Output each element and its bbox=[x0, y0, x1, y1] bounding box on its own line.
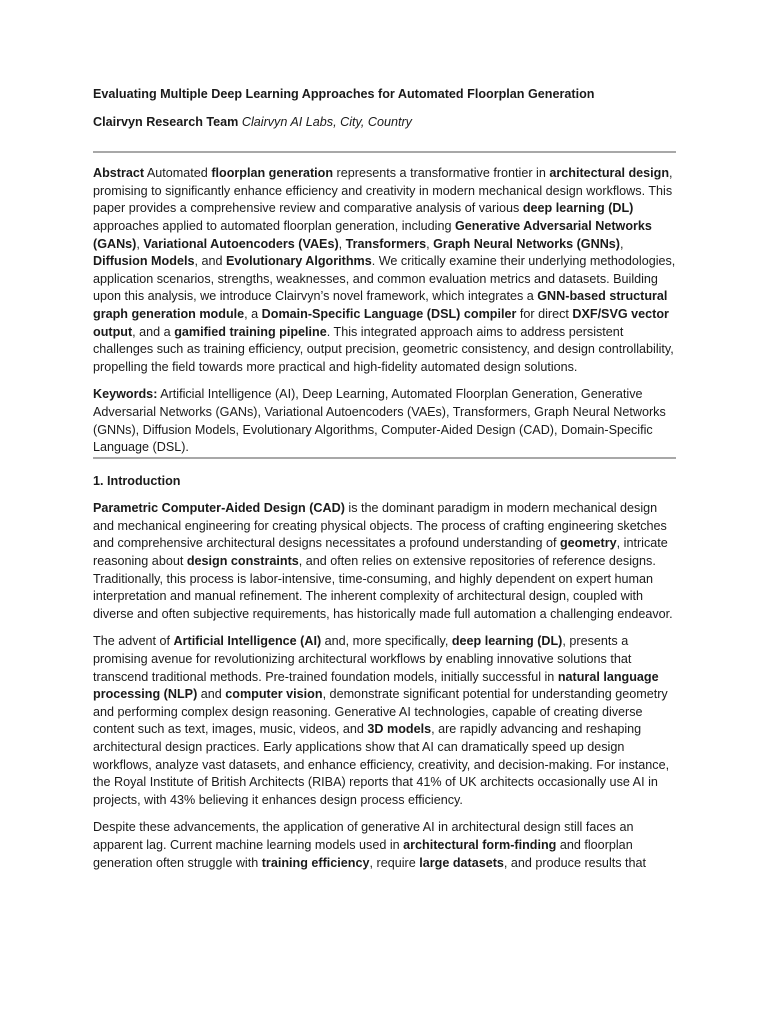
text-run: , a bbox=[244, 306, 262, 321]
bold-term: Diffusion Models bbox=[93, 254, 195, 269]
text-run: represents a transformative frontier in bbox=[333, 166, 550, 181]
bold-term: DXF/SVG vector output bbox=[93, 306, 669, 339]
intro-paragraph-1 bbox=[93, 500, 676, 623]
text-run: , bbox=[620, 236, 624, 251]
text-run: and bbox=[197, 687, 226, 702]
author-team: Clairvyn Research Team bbox=[93, 114, 239, 129]
text-run: , and a bbox=[132, 324, 175, 339]
text-run: The advent of bbox=[93, 634, 174, 649]
bold-term: Graph Neural Networks (GNNs) bbox=[433, 236, 620, 251]
bold-term: Parametric Computer-Aided Design (CAD) bbox=[93, 501, 345, 516]
text-run: , are rapidly advancing and reshaping architectural design practices. Early applications show that AI can dramatically speed up design workflows, analyze vast datasets, and enhance efficiency, creativity, and decision-making. For instance, the Royal Institute of British Architects (RIBA) reports that 41% of UK architects occasionally use AI in projects, with 43% believing it enhances design process efficiency. bbox=[93, 722, 670, 807]
bold-term: architectural design bbox=[549, 166, 670, 181]
text-run: , promising to significantly enhance efficiency and creativity in modern mechanical design workflows. This paper provides a comprehensive review and comparative analysis of various bbox=[93, 166, 673, 216]
abstract-text bbox=[93, 166, 675, 374]
keywords-label: Keywords: bbox=[93, 387, 158, 402]
bold-term: GNN-based structural graph generation module bbox=[93, 289, 668, 321]
bold-term: Transformers bbox=[345, 236, 427, 251]
text-run: , presents a promising avenue for revolutionizing architectural workflows by enabling innovative solutions that transcend traditional methods. Pre-trained foundation models, initially successful in bbox=[93, 634, 632, 684]
text-run: Despite these advancements, the application of generative AI in architectural design still faces an apparent lag. Current machine learning models used in bbox=[93, 820, 634, 852]
text-run: , intricate reasoning about bbox=[93, 536, 668, 569]
text-run: , and bbox=[194, 254, 226, 269]
bold-term: deep learning (DL) bbox=[451, 634, 563, 649]
intro-paragraph-2 bbox=[93, 633, 676, 809]
bold-term: 3D models bbox=[367, 722, 432, 737]
divider-bottom bbox=[93, 457, 676, 459]
intro-paragraph-3 bbox=[93, 819, 676, 872]
bold-term: Variational Autoencoders (VAEs) bbox=[143, 236, 339, 251]
bold-term: Domain-Specific Language (DSL) compiler bbox=[261, 306, 517, 321]
text-run: , demonstrate significant potential for understanding geometry and performing complex design reasoning. Generative AI technologies, capable of creating diverse content such as text, images, music, videos, and bbox=[93, 687, 668, 737]
text-run: , and produce results that bbox=[503, 855, 647, 870]
bold-term: deep learning (DL) bbox=[522, 201, 634, 216]
text-run: , bbox=[426, 236, 434, 251]
bold-term: large datasets bbox=[419, 855, 504, 870]
author-affiliation: Clairvyn AI Labs, City, Country bbox=[241, 114, 412, 129]
bold-term: geometry bbox=[559, 536, 617, 551]
text-run: for direct bbox=[516, 306, 573, 321]
text-run: Automated bbox=[144, 166, 212, 181]
bold-term: design constraints bbox=[186, 554, 299, 569]
bold-term: Evolutionary Algorithms bbox=[225, 254, 372, 269]
text-run: approaches applied to automated floorplan generation, including bbox=[93, 218, 455, 233]
bold-term: floorplan generation bbox=[211, 166, 334, 181]
keywords-text: Artificial Intelligence (AI), Deep Learning, Automated Floorplan Generation, Generative Adversarial Networks (GANs), Variational Autoencoders (VAEs), Transformers, Graph Neural Networks (GNNs), Diffusion Models, Evolutionary Algorithms, Computer-Aided Design (CAD), Domain-Specific Language (DSL). bbox=[93, 387, 666, 455]
text-run: , bbox=[338, 236, 346, 251]
text-run: , require bbox=[369, 855, 420, 870]
text-run: . We critically examine their underlying methodologies, application scenarios, strengths, weaknesses, and common evaluation metrics and datasets. Building upon this analysis, we introduce Clairvyn’s novel framework, which integrates a bbox=[93, 254, 676, 304]
abstract-label: Abstract bbox=[93, 166, 145, 181]
bold-term: natural language processing (NLP) bbox=[93, 669, 659, 702]
bold-term: Generative Adversarial Networks (GANs) bbox=[93, 218, 652, 251]
abstract bbox=[93, 165, 676, 376]
bold-term: gamified training pipeline bbox=[174, 324, 327, 339]
bold-term: computer vision bbox=[225, 687, 323, 702]
divider-top bbox=[93, 151, 676, 153]
text-run: and, more specifically, bbox=[321, 634, 452, 649]
paper-page bbox=[93, 86, 676, 872]
author-line bbox=[93, 114, 676, 132]
text-run: and floorplan generation often struggle with bbox=[93, 837, 633, 870]
section-heading: 1. Introduction bbox=[93, 473, 181, 488]
keywords bbox=[93, 386, 676, 456]
bold-term: training efficiency bbox=[261, 855, 370, 870]
text-run: , and often relies on extensive repositories of reference designs. Traditionally, this process is labor-intensive, time-consuming, and highly dependent on expert human interpretation and manual refinement. The inherent complexity of architectural design, coupled with diverse and often subjective requirements, has historically made full automation a challenging endeavor. bbox=[93, 554, 673, 621]
text-run: is the dominant paradigm in modern mechanical design and mechanical engineering for creating physical objects. The process of crafting engineering sketches and comprehensive architectural designs necessitates a profound understanding of bbox=[93, 501, 667, 551]
text-run: . This integrated approach aims to address persistent challenges such as training efficiency, output precision, geometric consistency, and design controllability, propelling the field towards more practical and high-fidelity automated design solutions. bbox=[93, 324, 674, 374]
paper-title: Evaluating Multiple Deep Learning Approaches for Automated Floorplan Generation bbox=[93, 87, 595, 101]
bold-term: architectural form-finding bbox=[403, 837, 557, 852]
text-run: , bbox=[136, 236, 144, 251]
bold-term: Artificial Intelligence (AI) bbox=[173, 634, 322, 649]
